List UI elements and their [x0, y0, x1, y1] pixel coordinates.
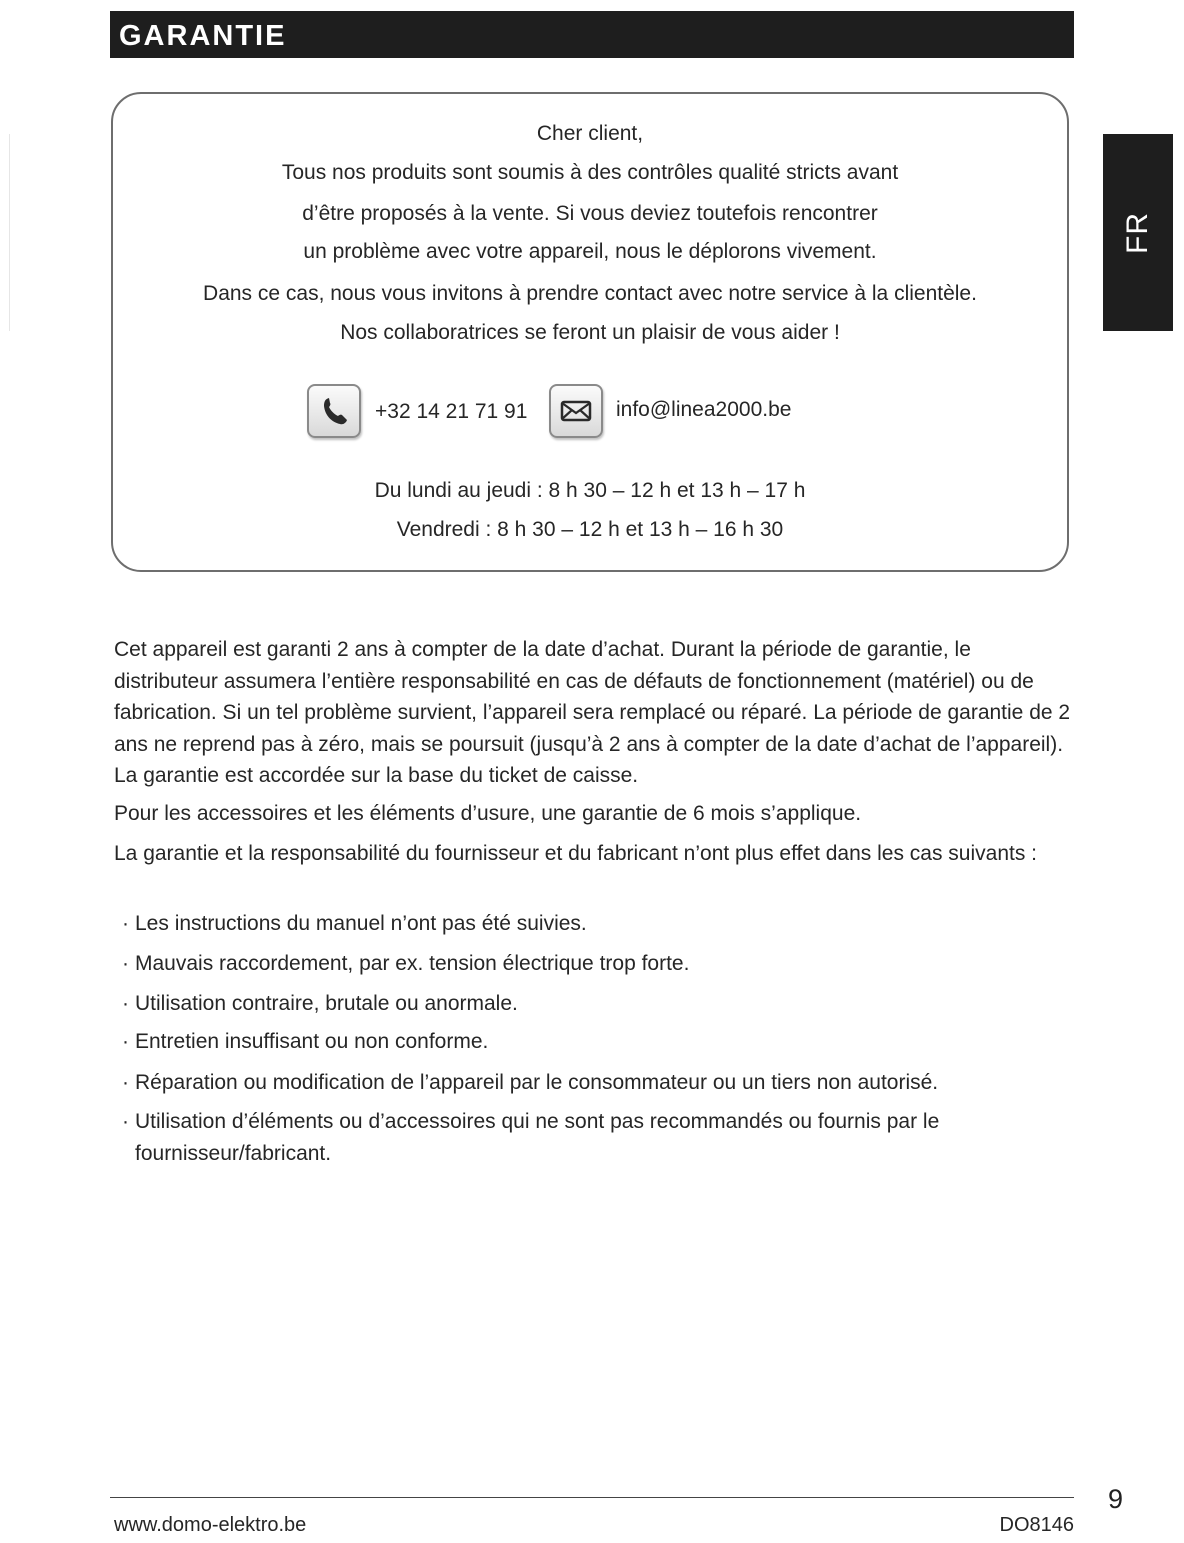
accessories-text: Pour les accessoires et les éléments d’usure, une garantie de 6 mois s’applique.: [114, 802, 862, 825]
intro-line: Dans ce cas, nous vous invitons à prendre contact avec notre service à la clientèle.: [203, 282, 977, 305]
exclusion-item: · Utilisation contraire, brutale ou anormale.: [122, 988, 1072, 1020]
phone-icon: [307, 384, 361, 438]
footer-website: www.domo-elektro.be: [114, 1514, 307, 1536]
hours-weekdays: Du lundi au jeudi : 8 h 30 – 12 h et 13 h – 17 h: [374, 479, 806, 502]
greeting: Cher client,: [536, 122, 644, 145]
warranty-main-text: Cet appareil est garanti 2 ans à compter de la date d’achat. Durant la période de garantie, le distributeur assumera l’entière responsabilité en cas de défauts de fonctionnement (matériel) ou de fabrication. Si un tel problème survient, l’appareil sera remplacé ou réparé. La période de garantie de 2 ans ne reprend pas à zéro, mais se poursuit (jusqu’à 2 ans à compter de la date d’achat de l’appareil). La garantie est accordée sur la base du ticket de caisse.: [114, 638, 1071, 787]
intro-line: Nos collaboratrices se feront un plaisir de vous aider !: [340, 321, 840, 344]
intro-line: d’être proposés à la vente. Si vous deviez toutefois rencontrer: [302, 202, 878, 225]
page-number: 9: [1108, 1484, 1124, 1514]
margin-rule: [9, 134, 10, 331]
intro-line: un problème avec votre appareil, nous le déplorons vivement.: [303, 240, 877, 263]
footer-model-number: DO8146: [999, 1514, 1074, 1536]
exclusion-item: · Utilisation d’éléments ou d’accessoires qui ne sont pas recommandés ou fournis par le fournisseur/fabricant.: [122, 1106, 1072, 1169]
accessories-paragraph: [114, 798, 1074, 830]
hours-friday: Vendredi : 8 h 30 – 12 h et 13 h – 16 h 30: [396, 518, 784, 541]
exclusion-item: · Les instructions du manuel n’ont pas été suivies.: [122, 908, 1072, 940]
section-header: [110, 11, 1074, 58]
email-icon: [549, 384, 603, 438]
phone-number: +32 14 21 71 91: [375, 400, 528, 423]
footer-divider: [110, 1497, 1074, 1498]
warranty-paragraph: [114, 634, 1074, 792]
exclusions-intro-text: La garantie et la responsabilité du fournisseur et du fabricant n’ont plus effet dans les cas suivants :: [114, 842, 1038, 865]
exclusion-item: · Réparation ou modification de l’appareil par le consommateur ou un tiers non autorisé.: [122, 1067, 1072, 1099]
exclusion-item: · Mauvais raccordement, par ex. tension électrique trop forte.: [122, 948, 1072, 980]
email-address: info@linea2000.be: [616, 398, 792, 421]
intro-line: Tous nos produits sont soumis à des contrôles qualité stricts avant: [281, 161, 899, 184]
exclusions-intro: [114, 838, 1074, 870]
language-tab-label: FR: [1121, 211, 1154, 254]
exclusion-item: · Entretien insuffisant ou non conforme.: [122, 1026, 1072, 1058]
customer-service-box: [111, 92, 1069, 572]
section-title: GARANTIE: [119, 20, 287, 52]
language-tab: [1103, 134, 1173, 331]
